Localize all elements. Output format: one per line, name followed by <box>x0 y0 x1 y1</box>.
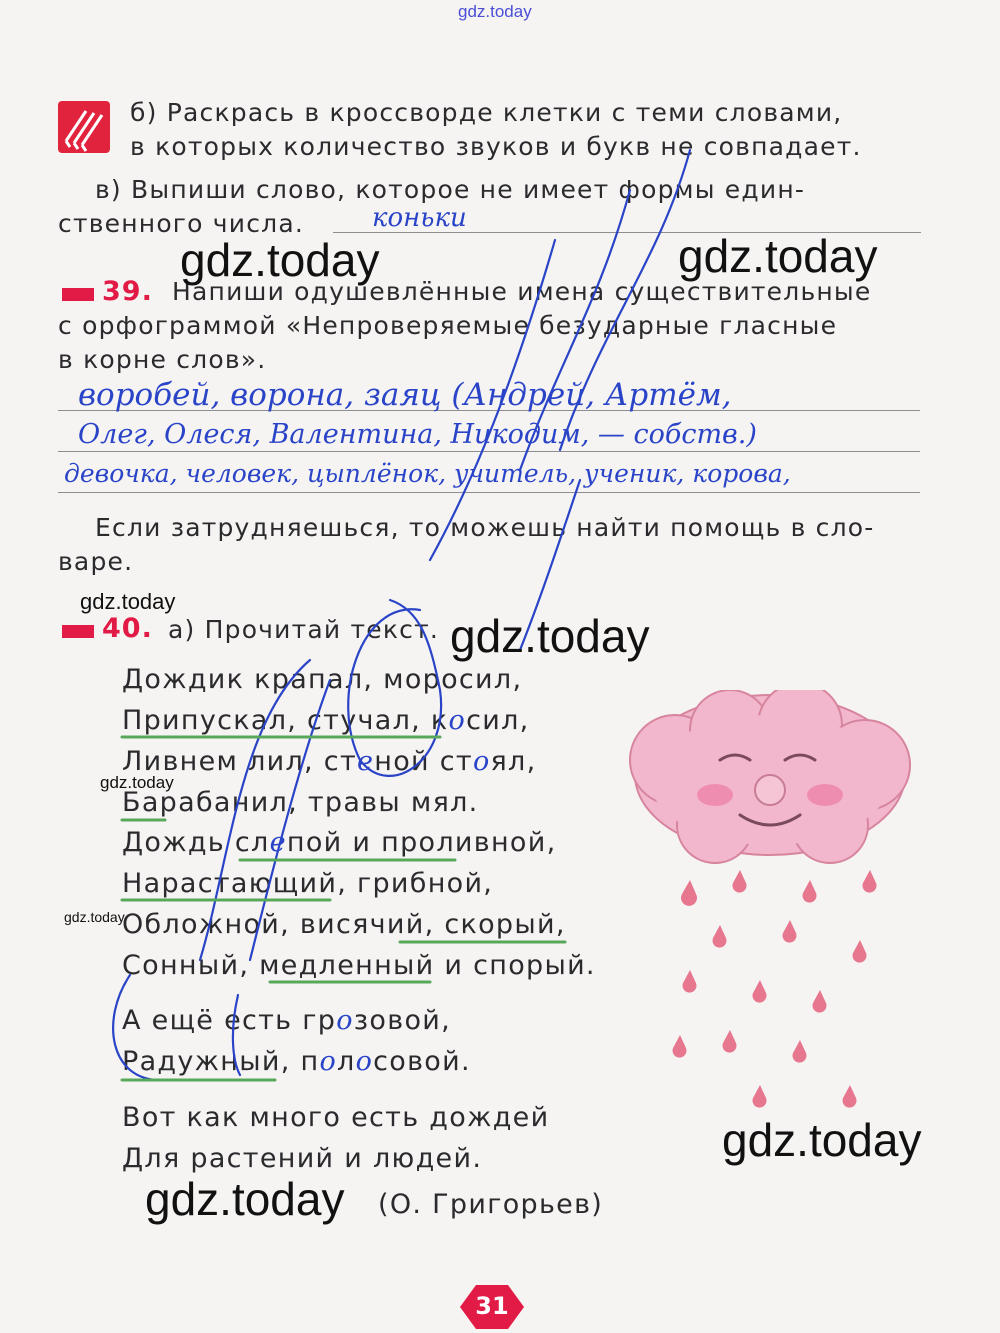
top-watermark: gdz.today <box>458 2 532 21</box>
task39-hint-line1: Если затрудняешься, то можешь найти помощь в сло- <box>95 513 875 542</box>
poem-line-6: Нарастающий, грибной, <box>122 868 494 899</box>
task38-b-line2: в которых количество звуков и букв не совпадает. <box>130 132 862 161</box>
poem-line-10: Радужный, полосовой. <box>122 1046 471 1077</box>
task39-answer-line1: воробей, ворона, заяц (Андрей, Артём, <box>78 377 732 413</box>
task39-line2: с орфограммой «Непроверяемые безударные гласные <box>58 311 838 340</box>
poem-line-1: Дождик крапал, моросил, <box>122 664 523 695</box>
watermark: gdz.today <box>722 1114 922 1166</box>
task39-answer-line2: Олег, Олеся, Валентина, Никодим, — собств.) <box>78 419 757 450</box>
poem-author: (О. Григорьев) <box>378 1189 604 1220</box>
page-number: 31 <box>475 1292 509 1320</box>
poem-line-4: Барабанил, травы мял. <box>122 787 479 818</box>
task39-answer-line3: девочка, человек, цыплёнок, учитель, ученик, корова, <box>64 459 791 488</box>
poem-ending-2: Для растений и людей. <box>122 1143 483 1174</box>
poem-line-5: Дождь слепой и проливной, <box>122 827 557 858</box>
watermark: gdz.today <box>145 1173 345 1225</box>
rain-cloud-illustration <box>620 690 920 1120</box>
task40-intro: а) Прочитай текст. <box>168 615 439 644</box>
poem-ending-1: Вот как много есть дождей <box>122 1102 550 1133</box>
task40-number: 40. <box>102 613 153 644</box>
task38-v-line1: в) Выпиши слово, которое не имеет формы един- <box>95 175 806 204</box>
task39-hint-line2: варе. <box>58 547 134 576</box>
task38-b-line1: б) Раскрась в кроссворде клетки с теми словами, <box>130 98 843 127</box>
task39-line3: в корне слов». <box>58 345 267 374</box>
task38-v-line2: ственного числа. <box>58 209 304 238</box>
watermark: gdz.today <box>80 589 176 614</box>
page-number-badge <box>460 1285 524 1329</box>
task39-number: 39. <box>102 276 153 307</box>
watermark: gdz.today <box>64 909 125 925</box>
watermark: gdz.today <box>678 230 878 282</box>
poem-line-3: Ливнем лил, стеной стоял, <box>122 746 537 777</box>
poem-line-7: Обложной, висячий, скорый, <box>122 909 566 940</box>
watermark: gdz.today <box>100 773 174 792</box>
watermark: gdz.today <box>180 234 380 286</box>
poem-line-2: Припускал, стучал, косил, <box>122 705 530 736</box>
watermark: gdz.today <box>450 610 650 662</box>
task39-line1: Напиши одушевлённые имена существительные <box>172 277 872 306</box>
poem-line-8: Сонный, медленный и спорый. <box>122 950 596 981</box>
task38-answer: коньки <box>372 203 467 233</box>
poem-line-9: А ещё есть грозовой, <box>122 1005 452 1036</box>
